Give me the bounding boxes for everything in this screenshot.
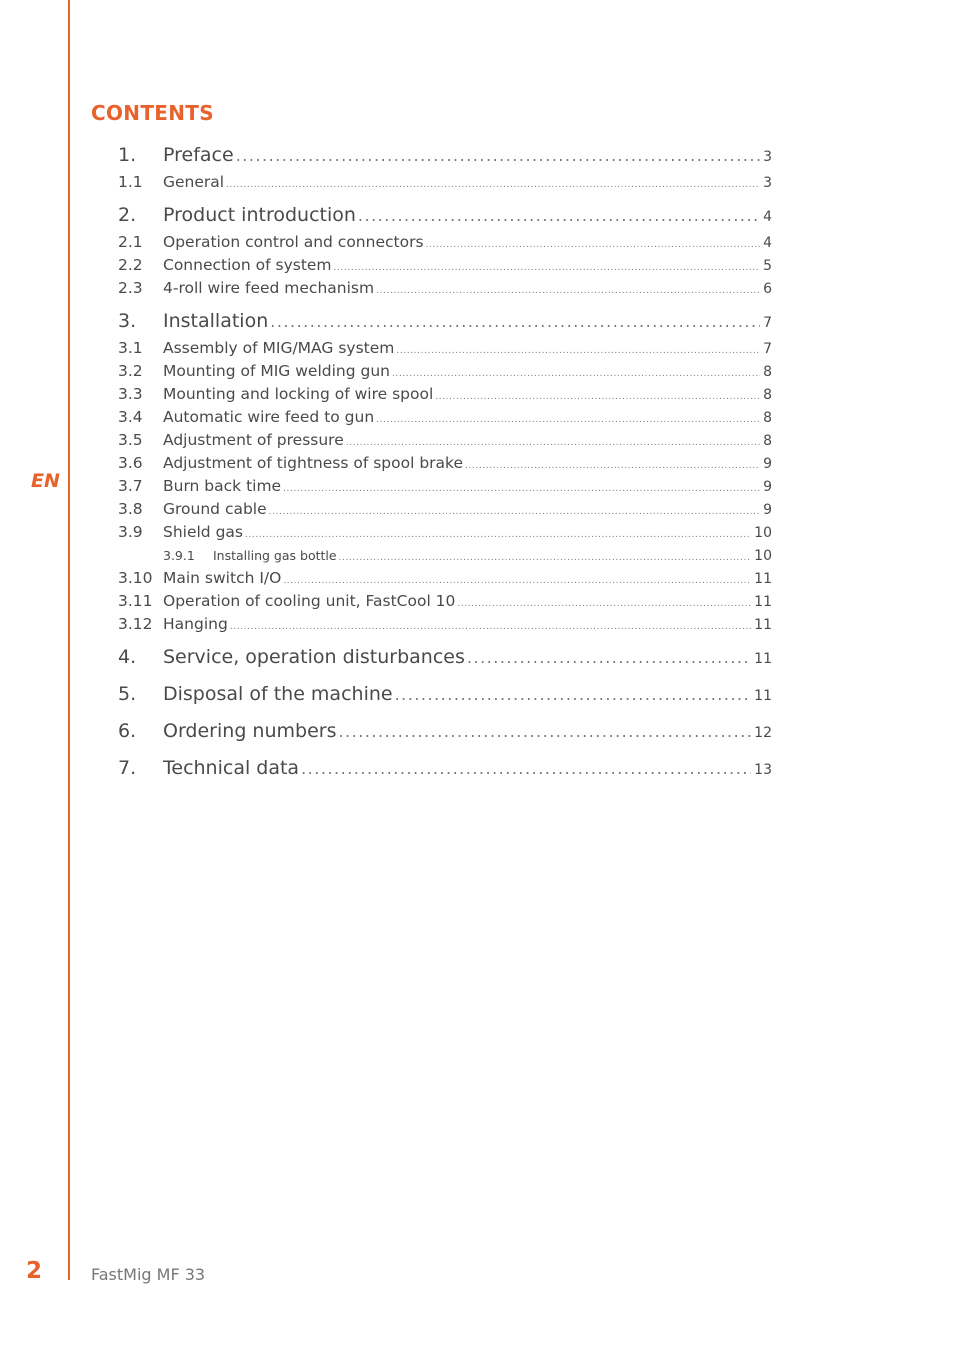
toc-entry[interactable] [118,406,772,429]
toc-leader-dots [269,501,760,521]
toc-entry[interactable] [118,171,772,194]
toc-entry[interactable] [118,200,772,231]
toc-entry-title: Shield gas [163,523,243,541]
toc-leader-dots [301,753,751,784]
toc-entry-title: Preface [163,144,234,166]
toc-entry-page: 5 [763,258,772,274]
toc-entry-number: 4. [118,646,137,668]
toc-entry-number: 3.8 [118,500,143,518]
toc-entry-page: 6 [763,281,772,297]
toc-entry-title: Burn back time [163,477,282,495]
toc-entry[interactable] [118,498,772,521]
toc-entry-page: 7 [763,341,772,357]
toc-entry-title: Ordering numbers [163,720,337,742]
toc-entry-title: Service, operation disturbances [163,646,465,668]
toc-entry[interactable] [118,475,772,498]
toc-entry-title: Installing gas bottle [213,548,337,563]
toc-entry-number: 2.3 [118,279,143,297]
toc-entry-title: Mounting and locking of wire spool [163,385,434,403]
toc-leader-dots [426,234,761,254]
toc-entry-page: 3 [763,149,772,165]
toc-entry-number: 2.2 [118,256,143,274]
toc-entry-page: 4 [763,209,772,225]
toc-entry[interactable] [118,360,772,383]
toc-entry-page: 3 [763,175,772,191]
toc-entry-number: 3.10 [118,569,153,587]
toc-entry[interactable] [118,521,772,544]
toc-entry-number: 2.1 [118,233,143,251]
toc-entry-title: Assembly of MIG/MAG system [163,339,395,357]
toc-entry-number: 3. [118,310,137,332]
toc-entry[interactable] [118,679,772,710]
toc-entry[interactable] [118,306,772,337]
toc-entry-number: 3.7 [118,477,143,495]
toc-leader-dots [376,409,760,429]
toc-entry-title: General [163,173,225,191]
toc-leader-dots [358,200,760,231]
table-of-contents [118,140,772,784]
toc-leader-dots [395,679,752,710]
margin-rule [68,0,70,1280]
toc-entry-page: 11 [754,651,772,667]
toc-entry-title: Operation of cooling unit, FastCool 10 [163,592,456,610]
toc-entry-number: 7. [118,757,137,779]
toc-entry[interactable] [118,567,772,590]
language-tag: EN [31,470,60,492]
toc-entry[interactable] [118,452,772,475]
toc-leader-dots [245,524,751,544]
toc-entry-page: 11 [754,571,772,587]
toc-entry-title: Main switch I/O [163,569,282,587]
toc-leader-dots [283,478,760,498]
toc-entry-number: 3.4 [118,408,143,426]
toc-entry-page: 12 [754,725,772,741]
toc-entry-page: 8 [763,387,772,403]
toc-entry-page: 9 [763,456,772,472]
toc-entry[interactable] [118,140,772,171]
toc-entry-number: 3.6 [118,454,143,472]
toc-entry-title: Disposal of the machine [163,683,393,705]
toc-entry[interactable] [118,429,772,452]
toc-entry[interactable] [118,753,772,784]
toc-leader-dots [465,455,760,475]
toc-entry-number: 3.9.1 [163,548,195,563]
toc-leader-dots [338,716,751,747]
toc-entry[interactable] [118,716,772,747]
toc-leader-dots [457,593,751,613]
toc-entry-title: Installation [163,310,269,332]
toc-leader-dots [396,340,760,360]
toc-entry-title: Mounting of MIG welding gun [163,362,390,380]
toc-leader-dots [270,306,760,337]
toc-entry[interactable] [118,613,772,636]
toc-leader-dots [339,547,752,567]
toc-entry-page: 8 [763,433,772,449]
toc-leader-dots [283,570,751,590]
toc-entry-title: Connection of system [163,256,332,274]
toc-entry-page: 8 [763,410,772,426]
toc-entry-page: 4 [763,235,772,251]
toc-entry-title: Automatic wire feed to gun [163,408,375,426]
toc-entry-number: 3.1 [118,339,143,357]
toc-entry-title: Adjustment of pressure [163,431,344,449]
toc-entry[interactable] [118,254,772,277]
toc-entry[interactable] [118,544,772,567]
toc-entry-page: 11 [754,617,772,633]
toc-entry-number: 3.2 [118,362,143,380]
toc-leader-dots [226,174,760,194]
toc-entry-page: 11 [754,688,772,704]
footer-title: FastMig MF 33 [91,1265,206,1284]
toc-entry[interactable] [118,590,772,613]
toc-entry-number: 3.3 [118,385,143,403]
toc-entry[interactable] [118,383,772,406]
toc-entry[interactable] [118,231,772,254]
toc-entry-page: 13 [754,762,772,778]
toc-entry-number: 3.11 [118,592,153,610]
toc-entry[interactable] [118,277,772,300]
toc-entry-number: 3.5 [118,431,143,449]
toc-leader-dots [376,280,760,300]
toc-entry-number: 5. [118,683,137,705]
toc-leader-dots [435,386,760,406]
page-number: 2 [26,1258,43,1284]
toc-entry-page: 7 [763,315,772,331]
toc-entry-page: 9 [763,479,772,495]
toc-entry[interactable] [118,642,772,673]
toc-entry-title: Hanging [163,615,228,633]
toc-entry-page: 8 [763,364,772,380]
toc-leader-dots [236,140,760,171]
toc-entry-page: 9 [763,502,772,518]
toc-entry-number: 1. [118,144,137,166]
toc-entry-number: 6. [118,720,137,742]
toc-entry-page: 10 [754,525,772,541]
toc-entry-number: 2. [118,204,137,226]
toc-entry-title: Product introduction [163,204,356,226]
toc-leader-dots [230,616,751,636]
toc-entry-title: Adjustment of tightness of spool brake [163,454,463,472]
toc-leader-dots [392,363,760,383]
toc-entry-title: Technical data [163,757,300,779]
toc-leader-dots [346,432,760,452]
toc-entry-title: 4-roll wire feed mechanism [163,279,375,297]
toc-entry-number: 3.9 [118,523,143,541]
toc-entry-title: Operation control and connectors [163,233,424,251]
toc-leader-dots [467,642,751,673]
toc-entry-page: 11 [754,594,772,610]
toc-entry[interactable] [118,337,772,360]
toc-entry-number: 3.12 [118,615,153,633]
toc-entry-number: 1.1 [118,173,143,191]
toc-entry-title: Ground cable [163,500,267,518]
toc-entry-page: 10 [754,548,772,564]
toc-leader-dots [334,257,761,277]
contents-heading: CONTENTS [91,101,214,125]
